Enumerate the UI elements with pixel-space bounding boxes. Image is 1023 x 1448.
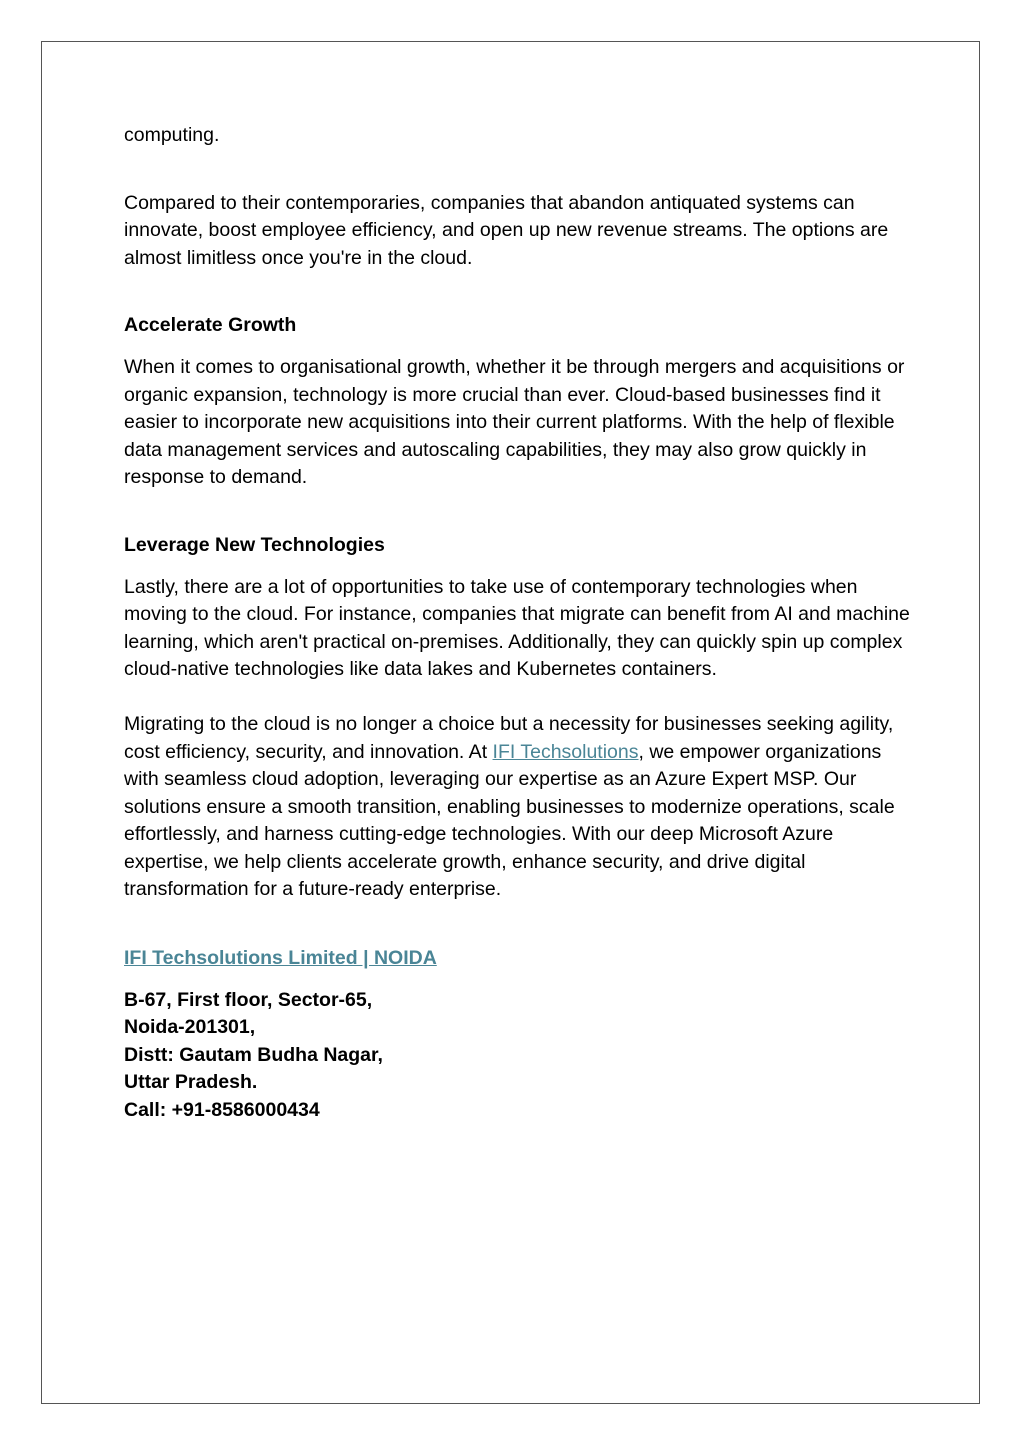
document-body xyxy=(124,122,914,1125)
paragraph-contemporaries: Compared to their contemporaries, companies that abandon antiquated systems can innovate, boost employee efficiency, and open up new revenue streams. The options are almost limitless once you're in the cloud. xyxy=(124,191,889,269)
conclusion-text-before: Migrating to the cloud is no longer a choice but a necessity for businesses seeking agility, cost efficiency, security, and innovation. At xyxy=(124,712,894,763)
paragraph-computing: computing. xyxy=(124,124,220,146)
ifi-techsolutions-link[interactable]: IFI Techsolutions xyxy=(492,740,639,763)
conclusion-text-after: , we empower organizations with seamless cloud adoption, leveraging our expertise as an Azure Expert MSP. Our solutions ensure a smooth transition, enabling businesses to modernize operations, scale effortlessly, and harness cutting-edge technologies. With our deep Microsoft Azure expertise, we help clients accelerate growth, enhance security, and drive digital transformation for a future-ready enterprise. xyxy=(124,740,895,901)
paragraph-conclusion xyxy=(124,711,914,904)
heading-accelerate-growth: Accelerate Growth xyxy=(124,314,297,337)
address-line-4: Uttar Pradesh. xyxy=(124,1071,258,1094)
address-line-2: Noida-201301, xyxy=(124,1016,256,1039)
company-link[interactable]: IFI Techsolutions Limited | NOIDA xyxy=(124,947,437,970)
phone-line: Call: +91-8586000434 xyxy=(124,1099,320,1122)
heading-leverage-technologies: Leverage New Technologies xyxy=(124,533,385,556)
company-link-line xyxy=(124,945,914,973)
address-line-3: Distt: Gautam Budha Nagar, xyxy=(124,1043,383,1066)
paragraph-leverage-technologies: Lastly, there are a lot of opportunities to take use of contemporary technologies when moving to the cloud. For instance, companies that migrate can benefit from AI and machine learning, which aren't practical on-premises. Additionally, they can quickly spin up complex cloud-native technologies like data lakes and Kubernetes containers. xyxy=(124,575,910,681)
address-line-1: B-67, First floor, Sector-65, xyxy=(124,988,373,1011)
paragraph-accelerate-growth: When it comes to organisational growth, whether it be through mergers and acquisitions or organic expansion, technology is more crucial than ever. Cloud-based businesses find it easier to incorporate new acquisitions into their current platforms. With the help of flexible data management services and autoscaling capabilities, they may also grow quickly in response to demand. xyxy=(124,355,905,489)
address-block xyxy=(124,987,914,1125)
